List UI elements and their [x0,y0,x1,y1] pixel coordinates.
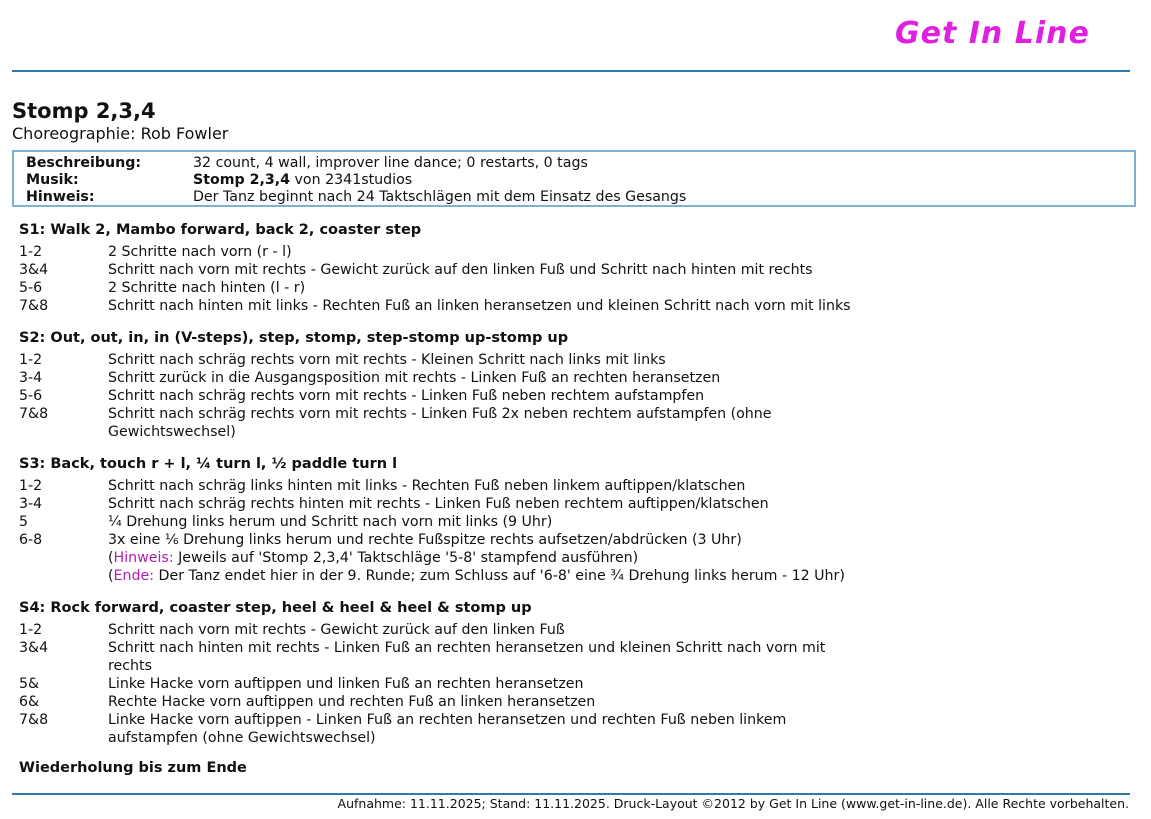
step-text: Schritt nach schräg links hinten mit links - Rechten Fuß neben linkem auftippen/klatschen [108,478,746,494]
step-count: 7&8 [19,712,49,728]
section-heading: S3: Back, touch r + l, ¼ turn l, ½ paddle turn l [19,456,398,472]
step-count: 6& [19,694,40,710]
step-text: 3x eine ⅙ Drehung links herum und rechte Fußspitze rechts aufsetzen/abdrücken (3 Uhr) [108,532,742,548]
step-count: 5-6 [19,388,43,404]
step-text: Schritt nach hinten mit rechts - Linken Fuß an rechten heransetzen und kleinen Schritt nach vorn mit [108,640,826,656]
step-count: 5 [19,514,29,530]
step-text: Gewichtswechsel) [108,424,236,440]
step-text: 2 Schritte nach vorn (r - l) [108,244,292,260]
header-divider [12,70,1130,72]
step-text: aufstampfen (ohne Gewichtswechsel) [108,730,376,746]
step-text: 2 Schritte nach hinten (l - r) [108,280,306,296]
step-count: 6-8 [19,532,43,548]
note-text [108,568,1018,586]
music-value [193,172,412,189]
footer-divider [12,793,1130,795]
step-count: 3&4 [19,262,49,278]
step-text: Schritt nach vorn mit rechts - Gewicht zurück auf den linken Fuß [108,622,565,638]
step-count: 1-2 [19,352,43,368]
choreographer: Choreographie: Rob Fowler [12,124,229,143]
step-text: Linke Hacke vorn auftippen und linken Fuß an rechten heransetzen [108,676,584,692]
footer-copyright: Aufnahme: 11.11.2025; Stand: 11.11.2025. Druck-Layout ©2012 by Get In Line (www.get-in-line.de). Alle Rechte vorbehalten. [337,796,1129,811]
step-text: Linke Hacke vorn auftippen - Linken Fuß an rechten heransetzen und rechten Fuß neben linkem [108,712,787,728]
step-count: 5& [19,676,40,692]
step-text: Rechte Hacke vorn auftippen und rechten Fuß an linken heransetzen [108,694,596,710]
repeat-note: Wiederholung bis zum Ende [19,760,247,776]
step-text: rechts [108,658,152,674]
paren: ( [108,550,114,566]
step-count: 3-4 [19,496,43,512]
section-heading: S4: Rock forward, coaster step, heel & heel & heel & stomp up [19,600,532,616]
music-title: Stomp 2,3,4 [193,172,291,188]
note-label: Ende: [113,568,155,584]
step-text: Schritt nach schräg rechts hinten mit rechts - Linken Fuß neben rechtem auftippen/klatschen [108,496,769,512]
section-heading: S2: Out, out, in, in (V-steps), step, stomp, step-stomp up-stomp up [19,330,569,346]
step-text: Schritt nach hinten mit links - Rechten Fuß an linken heransetzen und kleinen Schritt nach vorn mit links [108,298,851,314]
step-count: 7&8 [19,298,49,314]
step-text: Schritt nach schräg rechts vorn mit rechts - Kleinen Schritt nach links mit links [108,352,666,368]
brand-logo: Get In Line [895,16,1090,51]
paren: ( [108,568,114,584]
description-value: 32 count, 4 wall, improver line dance; 0 restarts, 0 tags [193,155,588,171]
step-count: 7&8 [19,406,49,422]
dance-title: Stomp 2,3,4 [12,99,156,123]
step-text: Schritt nach schräg rechts vorn mit rechts - Linken Fuß neben rechtem aufstampfen [108,388,705,404]
step-text: ¼ Drehung links herum und Schritt nach vorn mit links (9 Uhr) [108,514,553,530]
step-text: Schritt nach vorn mit rechts - Gewicht zurück auf den linken Fuß und Schritt nach hinten mit rechts [108,262,813,278]
hint-value: Der Tanz beginnt nach 24 Taktschlägen mit dem Einsatz des Gesangs [193,189,687,205]
step-count: 1-2 [19,478,43,494]
step-count: 3&4 [19,640,49,656]
music-label: Musik: [26,172,79,188]
note-body: Der Tanz endet hier in der 9. Runde; zum Schluss auf '6-8' eine ¾ Drehung links herum - 12 Uhr) [154,568,845,584]
note-text [108,550,1018,568]
step-count: 1-2 [19,622,43,638]
hint-label: Hinweis: [26,189,95,205]
music-artist: von 2341studios [290,172,413,188]
step-text: Schritt nach schräg rechts vorn mit rechts - Linken Fuß 2x neben rechtem aufstampfen (ohne [108,406,772,422]
step-count: 3-4 [19,370,43,386]
step-count: 5-6 [19,280,43,296]
note-label: Hinweis: [113,550,174,566]
step-count: 1-2 [19,244,43,260]
step-text: Schritt zurück in die Ausgangsposition mit rechts - Linken Fuß an rechten heransetzen [108,370,721,386]
description-label: Beschreibung: [26,155,142,171]
section-heading: S1: Walk 2, Mambo forward, back 2, coaster step [19,222,422,238]
note-body: Jeweils auf 'Stomp 2,3,4' Taktschläge '5-8' stampfend ausführen) [173,550,639,566]
info-box [12,150,1136,207]
